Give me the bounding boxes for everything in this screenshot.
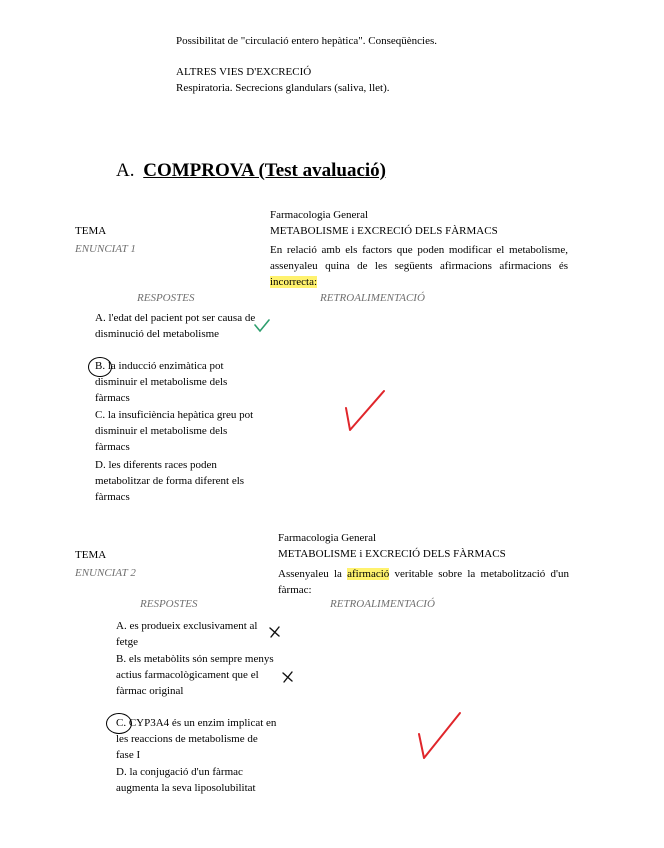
q1-answer-a[interactable] xyxy=(95,310,257,342)
q1-answer-d[interactable] xyxy=(95,457,257,505)
answer-text: la conjugació d'un fàrmac augmenta la seva liposolubilitat xyxy=(116,766,256,794)
q2-tema-value: METABOLISME i EXCRECIÓ DELS FÀRMACS xyxy=(278,548,506,560)
section-heading xyxy=(116,160,386,182)
q1-subject: Farmacologia General xyxy=(270,209,369,221)
intro-line: Possibilitat de "circulació entero hepàtica". Conseqüències. xyxy=(176,35,437,47)
q2-answer-a[interactable] xyxy=(116,618,266,650)
answer-letter: D. xyxy=(95,459,106,471)
section-title: COMPROVA (Test avaluació) xyxy=(143,160,387,181)
q2-enunciat-text xyxy=(278,566,569,598)
answer-text: CYP3A4 és un enzim implicat en les reaccions de metabolisme de fase I xyxy=(116,717,277,761)
q1-respostes-label: RESPOSTES xyxy=(137,292,195,304)
q1-tema-value: METABOLISME i EXCRECIÓ DELS FÀRMACS xyxy=(270,225,498,237)
q2-answer-b[interactable] xyxy=(116,651,278,699)
q2-enunciat-label: ENUNCIAT 2 xyxy=(75,567,136,579)
q2-enunciat-highlight: afirmació xyxy=(347,568,390,580)
answer-letter: B. xyxy=(95,360,106,372)
other-excretion-text: Respiratoria. Secrecions glandulars (saliva, llet). xyxy=(176,82,390,94)
q2-enunciat-pre: Assenyaleu la xyxy=(278,568,348,580)
answer-letter: B. xyxy=(116,653,127,665)
q2-subject: Farmacologia General xyxy=(278,532,377,544)
other-excretion-title: ALTRES VIES D'EXCRECIÓ xyxy=(176,66,312,78)
answer-letter: C. xyxy=(95,409,106,421)
answer-letter: A. xyxy=(116,620,127,632)
q1-tema-label: TEMA xyxy=(75,225,107,237)
answer-letter: D. xyxy=(116,766,127,778)
answer-text: la insuficiència hepàtica greu pot disminuir el metabolisme dels fàrmacs xyxy=(95,409,254,453)
q2-tema-label: TEMA xyxy=(75,549,107,561)
q1-enunciat-label: ENUNCIAT 1 xyxy=(75,243,136,255)
answer-text: es produeix exclusivament al fetge xyxy=(116,620,258,648)
answer-text: les diferents races poden metabolitzar de forma diferent els fàrmacs xyxy=(95,459,245,503)
answer-letter: A. xyxy=(95,312,106,324)
q1-enunciat-body: En relació amb els factors que poden modificar el metabolisme, assenyaleu quina de les següents afirmacions afirmacions és xyxy=(270,244,568,272)
red-check-icon xyxy=(340,388,388,436)
q1-selected-circle xyxy=(88,357,112,377)
q1-enunciat-text xyxy=(270,242,568,290)
red-check-icon xyxy=(414,710,464,762)
q1-enunciat-highlight: incorrecta: xyxy=(270,276,318,288)
q1-answer-b[interactable] xyxy=(95,358,257,406)
answer-text: l'edat del pacient pot ser causa de disminució del metabolisme xyxy=(95,312,256,340)
q1-answer-c[interactable] xyxy=(95,407,257,455)
q1-retro-label: RETROALIMENTACIÓ xyxy=(320,292,425,304)
answer-letter: C. xyxy=(116,717,127,729)
answer-text: els metabòlits són sempre menys actius farmacològicament que el fàrmac original xyxy=(116,653,274,697)
q2-retro-label: RETROALIMENTACIÓ xyxy=(330,598,435,610)
section-letter: A. xyxy=(116,160,135,181)
q2-enunciat-post: veritable sobre la metabolització d'un fàrmac: xyxy=(278,568,569,596)
q2-answer-d[interactable] xyxy=(116,764,278,796)
q2-answer-c[interactable] xyxy=(116,715,278,763)
cross-icon xyxy=(268,625,282,639)
green-check-icon xyxy=(253,318,271,334)
q2-respostes-label: RESPOSTES xyxy=(140,598,198,610)
answer-text: la inducció enzimàtica pot disminuir el metabolisme dels fàrmacs xyxy=(95,360,228,404)
cross-icon xyxy=(281,670,295,684)
q2-selected-circle xyxy=(106,713,132,734)
